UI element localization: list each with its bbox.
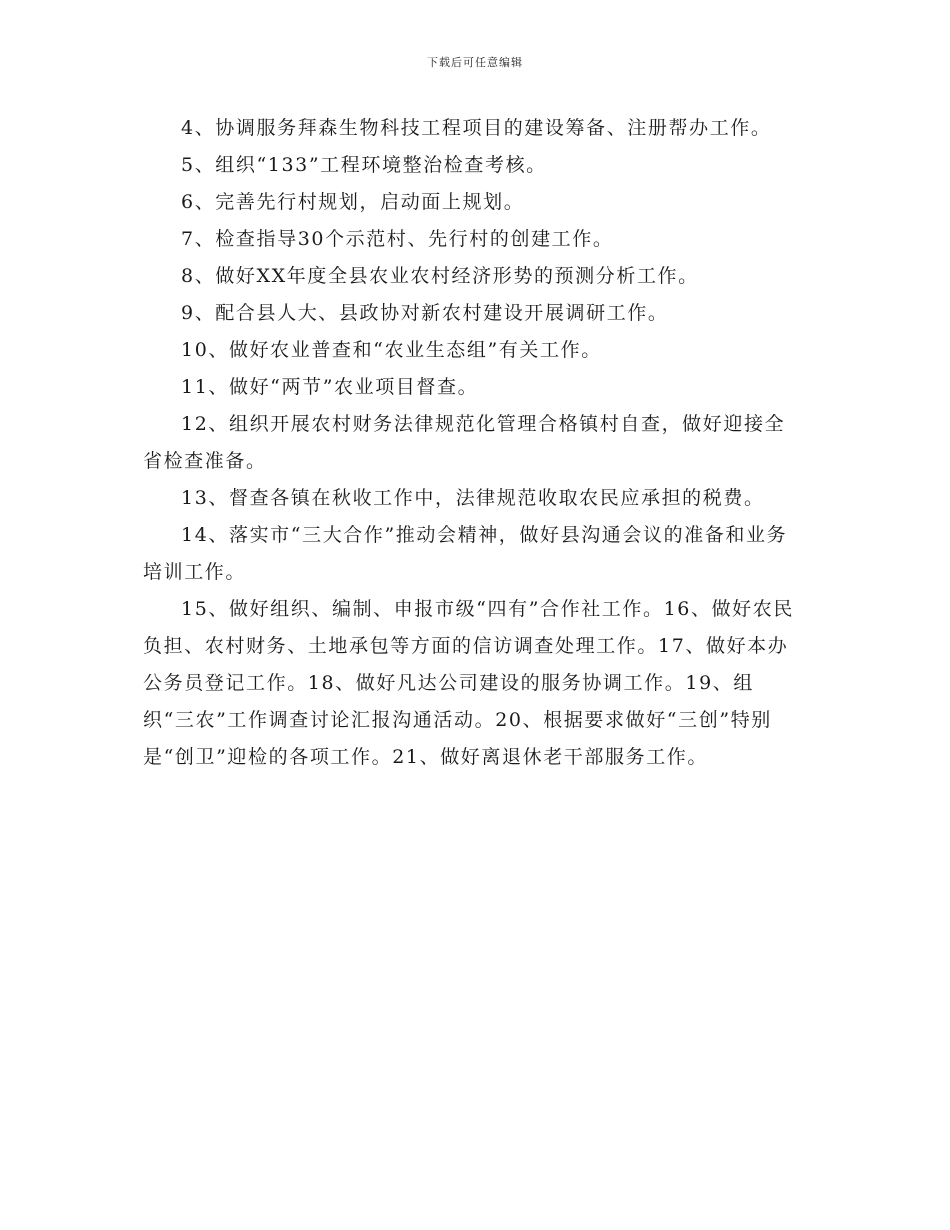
document-body — [143, 110, 803, 776]
list-item: 13、督查各镇在秋收工作中，法律规范收取农民应承担的税费。 — [181, 487, 765, 509]
list-item: 5、组织“133”工程环境整治检查考核。 — [181, 154, 547, 176]
list-item: 11、做好“两节”农业项目督查。 — [181, 376, 479, 398]
list-item: 9、配合县人大、县政协对新农村建设开展调研工作。 — [181, 302, 669, 324]
list-item: 12、组织开展农村财务法律规范化管理合格镇村自查，做好迎接全省检查准备。 — [143, 413, 786, 472]
list-item: 7、检查指导30个示范村、先行村的创建工作。 — [181, 228, 614, 250]
list-item: 4、协调服务拜森生物科技工程项目的建设筹备、注册帮办工作。 — [181, 117, 772, 139]
page-header: 下载后可任意编辑 — [427, 56, 523, 69]
list-item: 8、做好XX年度全县农业农村经济形势的预测分析工作。 — [181, 265, 699, 287]
list-item: 15、做好组织、编制、申报市级“四有”合作社工作。16、做好农民负担、农村财务、土地承包等方面的信访调查处理工作。17、做好本办公务员登记工作。18、做好凡达公司建设的服务协调工作。19、组织“三农”工作调查讨论汇报沟通活动。20、根据要求做好“三创”特别是“创卫”迎检的各项工作。21、做好离退休老干部服务工作。 — [143, 598, 794, 768]
list-item: 6、完善先行村规划，启动面上规划。 — [181, 191, 525, 213]
list-item: 10、做好农业普查和“农业生态组”有关工作。 — [181, 339, 602, 361]
list-item: 14、落实市“三大合作”推动会精神，做好县沟通会议的准备和业务培训工作。 — [143, 524, 788, 583]
